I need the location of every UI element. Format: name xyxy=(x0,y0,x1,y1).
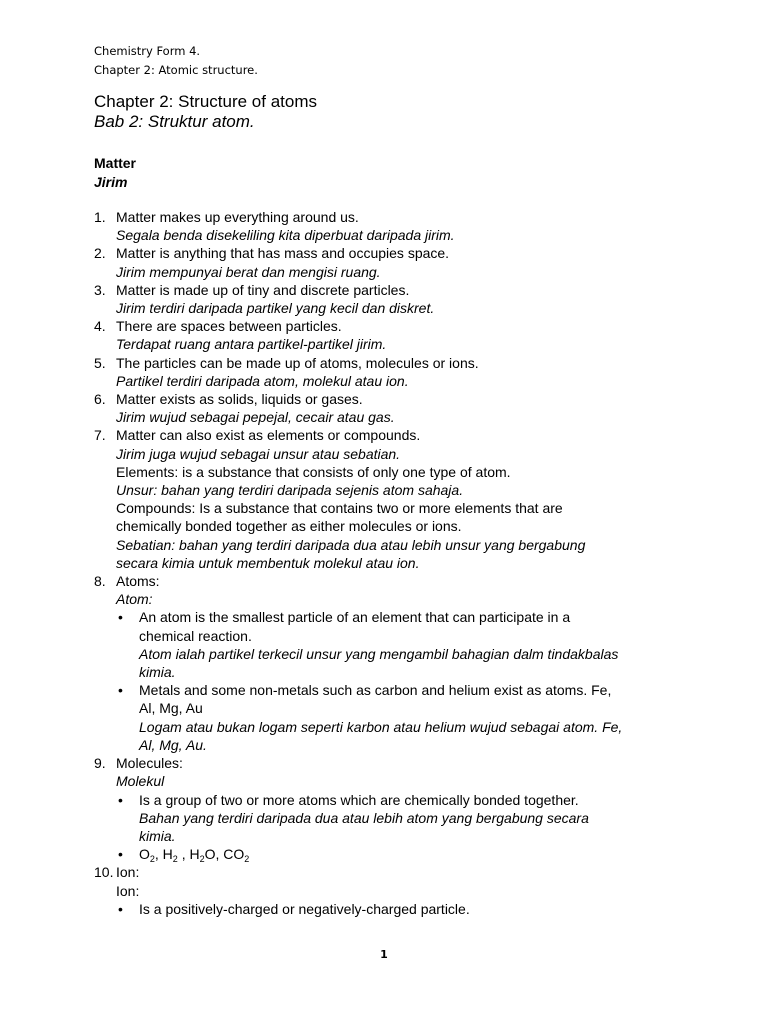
list-item xyxy=(94,426,694,572)
list-item-number: 2. xyxy=(94,245,106,262)
compounds-definition-malay-line2: secara kimia untuk membentuk molekul atau ion. xyxy=(116,554,420,571)
bullet-item xyxy=(116,900,694,918)
molecule-formulas xyxy=(139,845,694,863)
list-item-text-english: There are spaces between particles. xyxy=(116,318,342,335)
bullet-text-malay-line1: Atom ialah partikel terkecil unsur yang mengambil bahagian dalm tindakbalas xyxy=(139,645,619,662)
list-item-number: 4. xyxy=(94,318,106,335)
section-heading-malay: Jirim xyxy=(94,174,128,190)
bullet-text-english-line1: Metals and some non-metals such as carbon and helium exist as atoms. Fe, xyxy=(139,682,612,699)
bullet-text-english-line2: Al, Mg, Au xyxy=(139,700,203,717)
list-item-text-malay: Terdapat ruang antara partikel-partikel jirim. xyxy=(116,336,387,353)
formula-subscript: 2 xyxy=(244,854,250,865)
bullet-text-malay-line1: Bahan yang terdiri daripada dua atau lebih atom yang bergabung secara xyxy=(139,809,589,826)
list-item xyxy=(94,390,694,426)
bullet-text-english-line2: chemical reaction. xyxy=(139,627,252,644)
header-subject: Chemistry Form 4. xyxy=(94,44,201,58)
formula-subscript: 2 xyxy=(172,854,178,865)
section-heading xyxy=(94,154,136,192)
list-item-text-english: Matter is anything that has mass and occupies space. xyxy=(116,245,450,262)
list-item-text-english: The particles can be made up of atoms, molecules or ions. xyxy=(116,354,479,371)
compounds-definition-malay-line1: Sebatian: bahan yang terdiri daripada dua atau lebih unsur yang bergabung xyxy=(116,536,586,553)
list-item xyxy=(94,208,694,244)
formula-subscript: 2 xyxy=(199,854,205,865)
list-item-number: 7. xyxy=(94,427,106,444)
elements-definition-malay: Unsur: bahan yang terdiri daripada sejenis atom sahaja. xyxy=(116,482,464,499)
list-item-text-malay: Jirim mempunyai berat dan mengisi ruang. xyxy=(116,263,381,280)
bullet-text-malay-line2: kimia. xyxy=(139,664,176,681)
chapter-title-malay: Bab 2: Struktur atom. xyxy=(94,112,255,131)
bullet-list xyxy=(116,900,694,918)
bullet-text-malay-line1: Logam atau bukan logam seperti karbon atau helium wujud sebagai atom. Fe, xyxy=(139,718,623,735)
list-item-number: 1. xyxy=(94,209,106,225)
bullet-icon: • xyxy=(118,791,123,808)
list-item-text-english: Ion: xyxy=(116,864,140,881)
list-item-number: 6. xyxy=(94,391,106,408)
document-header xyxy=(94,42,258,80)
bullet-item xyxy=(116,681,694,754)
bullet-list xyxy=(116,791,694,864)
list-item-text-malay: Ion: xyxy=(116,882,140,899)
chapter-title xyxy=(94,92,317,132)
formula-subscript: 2 xyxy=(149,854,155,865)
list-item-number: 9. xyxy=(94,755,106,772)
list-item-text-malay: Atom: xyxy=(116,591,153,608)
formula-water: , H xyxy=(177,846,200,863)
bullet-item xyxy=(116,608,694,681)
bullet-text-english-line1: An atom is the smallest particle of an element that can participate in a xyxy=(139,609,571,626)
list-item xyxy=(94,754,694,863)
list-item-text-english: Atoms: xyxy=(116,573,160,590)
bullet-item xyxy=(116,845,694,863)
bullet-text-malay-line2: kimia. xyxy=(139,827,176,844)
list-item-text-malay: Molekul xyxy=(116,773,165,790)
bullet-icon: • xyxy=(118,682,123,699)
header-chapter: Chapter 2: Atomic structure. xyxy=(94,63,258,77)
bullet-text-english: Is a group of two or more atoms which are chemically bonded together. xyxy=(139,791,579,808)
list-item-text-malay: Jirim wujud sebagai pepejal, cecair atau gas. xyxy=(116,409,395,426)
bullet-icon: • xyxy=(118,900,123,917)
bullet-text-english: Is a positively-charged or negatively-charged particle. xyxy=(139,900,470,917)
list-item xyxy=(94,572,694,754)
list-item-number: 10. xyxy=(94,864,114,881)
list-item-text-malay: Segala benda disekeliling kita diperbuat daripada jirim. xyxy=(116,227,455,244)
formula-carbon-dioxide: O, CO xyxy=(204,846,245,863)
compounds-definition-english-line1: Compounds: Is a substance that contains two or more elements that are xyxy=(116,500,563,517)
bullet-text-malay-line2: Al, Mg, Au. xyxy=(139,736,207,753)
list-item xyxy=(94,317,694,353)
formula-oxygen: O xyxy=(139,846,150,863)
list-item-number: 8. xyxy=(94,573,106,590)
list-item-text-malay: Partikel terdiri daripada atom, molekul atau ion. xyxy=(116,372,409,389)
bullet-item xyxy=(116,791,694,846)
bullet-icon: • xyxy=(118,609,123,626)
list-item-text-english: Matter can also exist as elements or compounds. xyxy=(116,427,421,444)
list-item-number: 3. xyxy=(94,281,106,298)
formula-hydrogen: , H xyxy=(154,846,173,863)
list-item-text-malay: Jirim terdiri daripada partikel yang kecil dan diskret. xyxy=(116,300,435,317)
list-item xyxy=(94,281,694,317)
bullet-list xyxy=(116,608,694,754)
list-item-text-english: Matter is made up of tiny and discrete particles. xyxy=(116,281,410,298)
list-item xyxy=(94,863,694,918)
list-item-text-english: Matter exists as solids, liquids or gases. xyxy=(116,391,363,408)
list-item-text-malay: Jirim juga wujud sebagai unsur atau sebatian. xyxy=(116,445,401,462)
list-item-text-english: Matter makes up everything around us. xyxy=(116,209,359,225)
chapter-title-english: Chapter 2: Structure of atoms xyxy=(94,92,317,111)
compounds-definition-english-line2: chemically bonded together as either molecules or ions. xyxy=(116,518,462,535)
page-number: 1 xyxy=(380,948,388,961)
list-item xyxy=(94,354,694,390)
list-item-text-english: Molecules: xyxy=(116,755,183,772)
numbered-list xyxy=(94,208,694,918)
list-item xyxy=(94,244,694,280)
bullet-icon: • xyxy=(118,846,123,863)
section-heading-english: Matter xyxy=(94,155,137,171)
list-item-number: 5. xyxy=(94,354,106,371)
elements-definition-english: Elements: is a substance that consists of only one type of atom. xyxy=(116,463,511,480)
